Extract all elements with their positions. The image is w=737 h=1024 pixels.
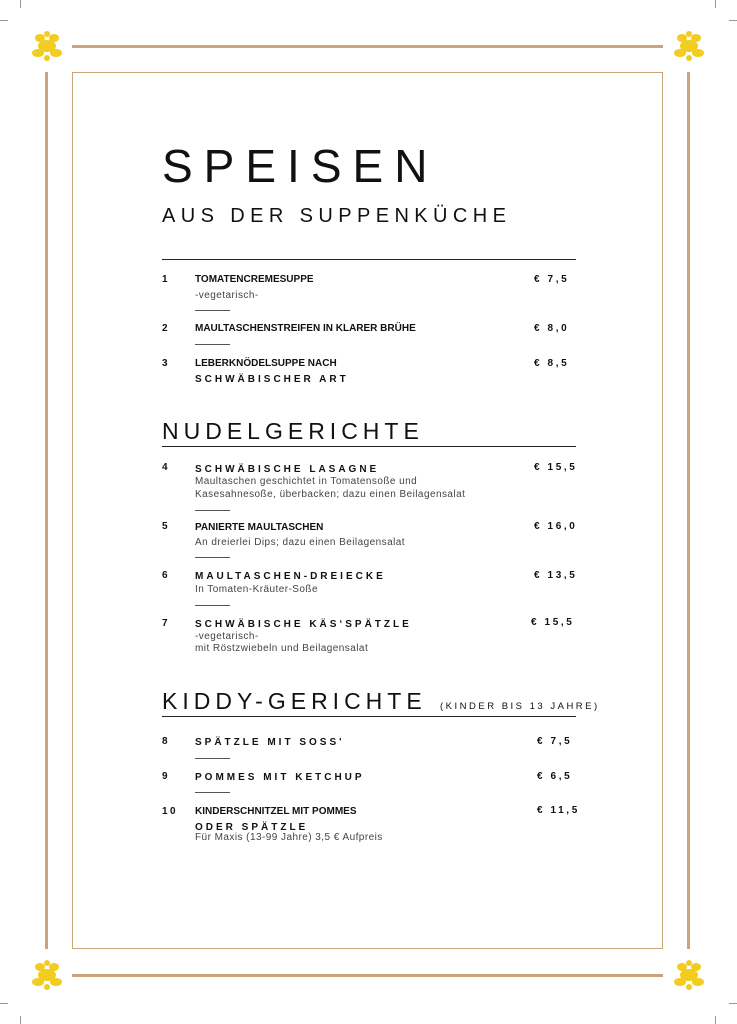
item-price: € 6,5 — [537, 771, 573, 782]
item-price: € 7,5 — [537, 736, 573, 747]
item-name-continued: SCHWÄBISCHER ART — [195, 374, 349, 385]
item-number: 5 — [162, 521, 168, 532]
item-divider — [195, 510, 230, 511]
frame-top-line — [72, 45, 663, 48]
item-divider — [195, 605, 230, 606]
section-rule — [162, 716, 576, 717]
crop-mark — [0, 1003, 8, 1004]
item-price: € 7,5 — [534, 274, 570, 285]
section-rule — [162, 259, 576, 260]
item-name-continued: ODER SPÄTZLE — [195, 822, 309, 833]
item-name: SPÄTZLE MIT SOSS' — [195, 737, 345, 748]
crop-mark — [0, 20, 8, 21]
section-title: NUDELGERICHTE — [162, 418, 424, 444]
item-price: € 11,5 — [537, 805, 580, 816]
item-price: € 16,0 — [534, 521, 578, 532]
item-number: 9 — [162, 771, 168, 782]
frame-left-line — [45, 72, 48, 949]
page-title: SPEISEN — [162, 140, 439, 192]
corner-ornament-icon — [671, 28, 707, 64]
item-description: An dreierlei Dips; dazu einen Beilagensalat — [195, 537, 406, 548]
item-number: 6 — [162, 570, 168, 581]
item-name: SCHWÄBISCHE LASAGNE — [195, 464, 380, 475]
section-note: (KINDER BIS 13 JAHRE) — [440, 701, 600, 712]
item-divider — [195, 344, 230, 345]
item-name: PANIERTE MAULTASCHEN — [195, 522, 324, 533]
crop-mark — [729, 1003, 737, 1004]
item-divider — [195, 758, 230, 759]
corner-ornament-icon — [29, 28, 65, 64]
item-number: 3 — [162, 358, 168, 369]
item-number: 8 — [162, 736, 168, 747]
item-number: 10 — [162, 806, 179, 817]
item-price: € 15,5 — [534, 462, 578, 473]
item-price: € 13,5 — [534, 570, 578, 581]
item-number: 2 — [162, 323, 168, 334]
item-name: LEBERKNÖDELSUPPE NACH — [195, 358, 337, 369]
crop-mark — [20, 0, 21, 8]
section-rule — [162, 446, 576, 447]
item-description: Kasesahnesoße, überbacken; dazu einen Beilagensalat — [195, 489, 466, 500]
item-description: Maultaschen geschichtet in Tomatensoße und — [195, 476, 418, 487]
crop-mark — [20, 1016, 21, 1024]
crop-mark — [715, 1016, 716, 1024]
item-number: 4 — [162, 462, 168, 473]
item-name: KINDERSCHNITZEL MIT POMMES — [195, 806, 357, 817]
item-description: mit Röstzwiebeln und Beilagensalat — [195, 643, 369, 654]
item-divider — [195, 792, 230, 793]
frame-right-line — [687, 72, 690, 949]
frame-bottom-line — [72, 974, 663, 977]
item-price: € 15,5 — [531, 617, 575, 628]
item-price: € 8,5 — [534, 358, 570, 369]
item-description: In Tomaten-Kräuter-Soße — [195, 584, 318, 595]
item-divider — [195, 310, 230, 311]
corner-ornament-icon — [29, 957, 65, 993]
corner-ornament-icon — [671, 957, 707, 993]
item-description: -vegetarisch- — [195, 631, 259, 642]
crop-mark — [729, 20, 737, 21]
item-name: POMMES MIT KETCHUP — [195, 772, 365, 783]
item-price: € 8,0 — [534, 323, 570, 334]
item-name: TOMATENCREMESUPPE — [195, 274, 314, 285]
item-description: Für Maxis (13-99 Jahre) 3,5 € Aufpreis — [195, 832, 383, 843]
section-title: KIDDY-GERICHTE — [162, 688, 427, 714]
item-number: 1 — [162, 274, 168, 285]
item-divider — [195, 557, 230, 558]
item-description: -vegetarisch- — [195, 290, 259, 301]
item-name: MAULTASCHEN-DREIECKE — [195, 571, 386, 582]
crop-mark — [715, 0, 716, 8]
item-name: MAULTASCHENSTREIFEN IN KLARER BRÜHE — [195, 323, 416, 334]
item-name: SCHWÄBISCHE KÄS‘SPÄTZLE — [195, 619, 412, 630]
item-number: 7 — [162, 618, 168, 629]
page-subtitle: AUS DER SUPPENKÜCHE — [162, 205, 512, 227]
